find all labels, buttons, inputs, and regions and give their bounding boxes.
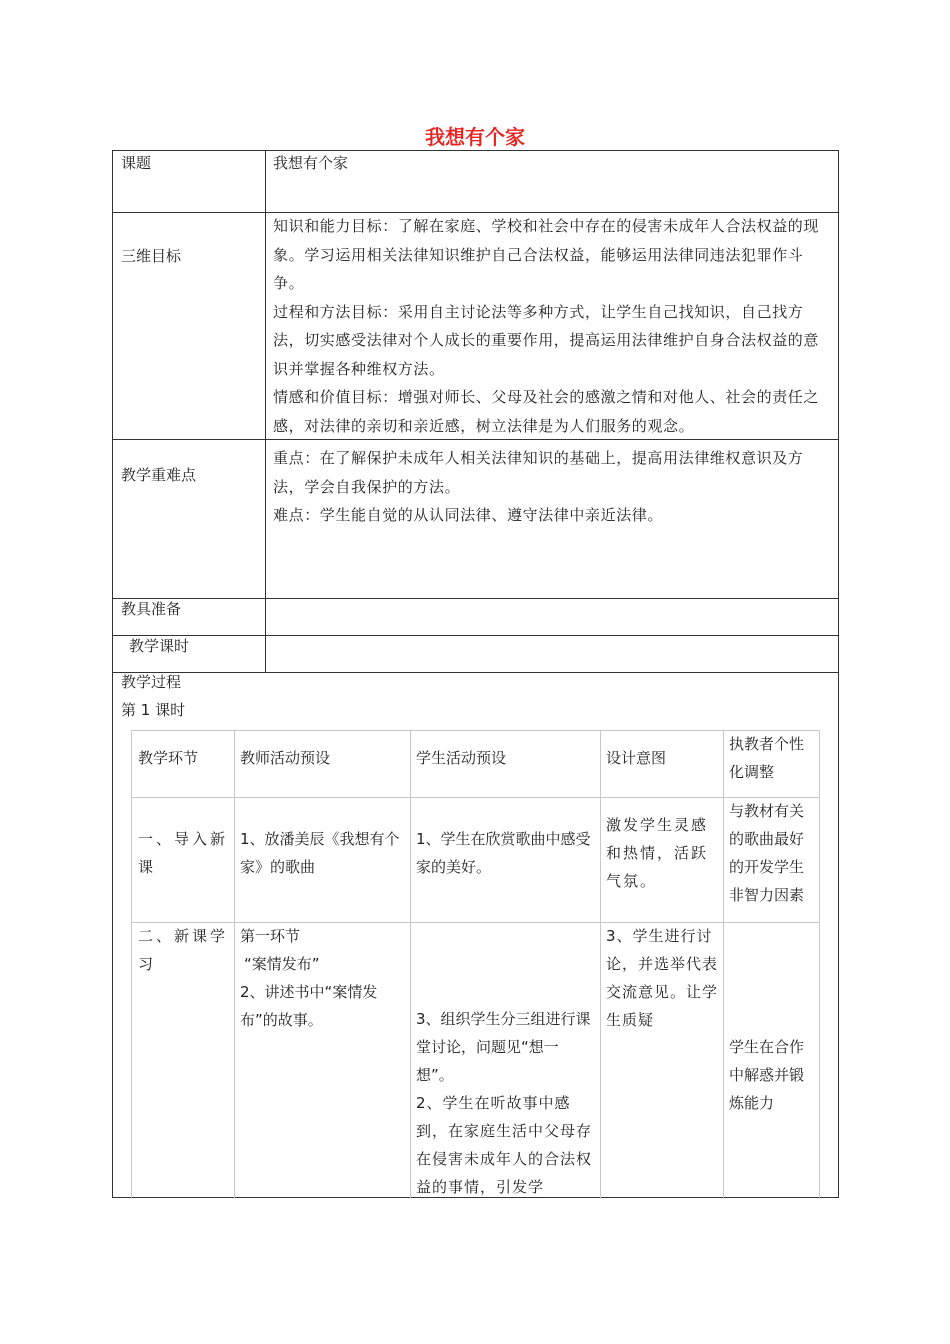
row-divider bbox=[132, 797, 819, 798]
page-title: 我想有个家 bbox=[425, 125, 525, 149]
row1-adjust: 与教材有关的歌曲最好的开发学生非智力因素 bbox=[729, 802, 805, 904]
keypoints-label: 教学重难点 bbox=[121, 466, 197, 484]
header-student: 学生活动预设 bbox=[416, 749, 507, 767]
process-table bbox=[131, 730, 820, 1199]
goals-label: 三维目标 bbox=[121, 247, 182, 265]
row2-teacher bbox=[240, 922, 406, 1034]
row2-teacher-line: 2、讲述书中“案情发布”的故事。 bbox=[240, 983, 378, 1029]
topic-label: 课题 bbox=[121, 154, 152, 172]
goal-emotion: 情感和价值目标：增强对师长、父母及社会的感激之情和对他人、社会的责任之感，对法律的亲切和亲近感，树立法律是为人们服务的观念。 bbox=[273, 388, 820, 435]
tools-label: 教具准备 bbox=[121, 600, 182, 618]
goal-process: 过程和方法目标：采用自主讨论法等多种方式，让学生自己找知识，自己找方法，切实感受法律对个人成长的重要作用，提高运用法律维护自身合法权益的意识并掌握各种维权方法。 bbox=[273, 302, 820, 378]
row2-teacher-line: “案情发布” bbox=[244, 955, 320, 973]
column-divider bbox=[410, 731, 411, 1199]
header-adjust: 执教者个性化调整 bbox=[729, 735, 805, 781]
row2-teacher-line: 第一环节 bbox=[240, 927, 301, 945]
row1-stage: 一、导入新课 bbox=[138, 830, 229, 876]
session-label: 第 1 课时 bbox=[121, 701, 186, 719]
row1-teacher: 1、放潘美辰《我想有个家》的歌曲 bbox=[240, 830, 400, 876]
row-divider bbox=[113, 672, 838, 673]
keypoint-difficulty: 难点：学生能自觉的从认同法律、遵守法律中亲近法律。 bbox=[273, 506, 664, 524]
header-stage: 教学环节 bbox=[138, 749, 199, 767]
process-label: 教学过程 bbox=[121, 673, 182, 691]
column-divider bbox=[600, 731, 601, 1199]
topic-value: 我想有个家 bbox=[273, 154, 349, 172]
goal-knowledge: 知识和能力目标：了解在家庭、学校和社会中存在的侵害未成年人合法权益的现象。学习运用相关法律知识维护自己合法权益，能够运用法律同违法犯罪作斗争。 bbox=[273, 217, 820, 292]
hours-label: 教学课时 bbox=[129, 637, 190, 655]
row1-student: 1、学生在欣赏歌曲中感受家的美好。 bbox=[416, 830, 591, 876]
keypoint-focus: 重点：在了解保护未成年人相关法律知识的基础上，提高用法律维权意识及方法，学会自我保护的方法。 bbox=[273, 449, 804, 496]
row2-intent: 3、学生进行讨论，并选举代表交流意见。让学生质疑 bbox=[606, 927, 719, 1029]
row2-stage: 二、新课学习 bbox=[138, 927, 229, 973]
lesson-plan-table bbox=[112, 150, 839, 1198]
row2-adjust: 学生在合作中解惑并锻炼能力 bbox=[729, 1038, 805, 1112]
row2-student-line: 3、组织学生分三组进行课堂讨论，问题见“想一想”。 bbox=[416, 1010, 591, 1084]
header-intent: 设计意图 bbox=[606, 749, 667, 767]
row2-student bbox=[416, 1005, 596, 1201]
goals-content bbox=[273, 212, 833, 440]
row-divider bbox=[113, 598, 838, 599]
row2-student-line: 2、学生在听故事中感到，在家庭生活中父母存在侵害未成年人的合法权益的事情，引发学 bbox=[416, 1094, 593, 1196]
row1-intent: 激发学生灵感和热情，活跃气氛。 bbox=[606, 816, 709, 890]
row-divider bbox=[113, 635, 838, 636]
keypoints-content bbox=[273, 444, 833, 530]
column-divider bbox=[234, 731, 235, 1199]
header-teacher: 教师活动预设 bbox=[240, 749, 331, 767]
column-divider bbox=[723, 731, 724, 1199]
column-divider bbox=[265, 151, 266, 672]
